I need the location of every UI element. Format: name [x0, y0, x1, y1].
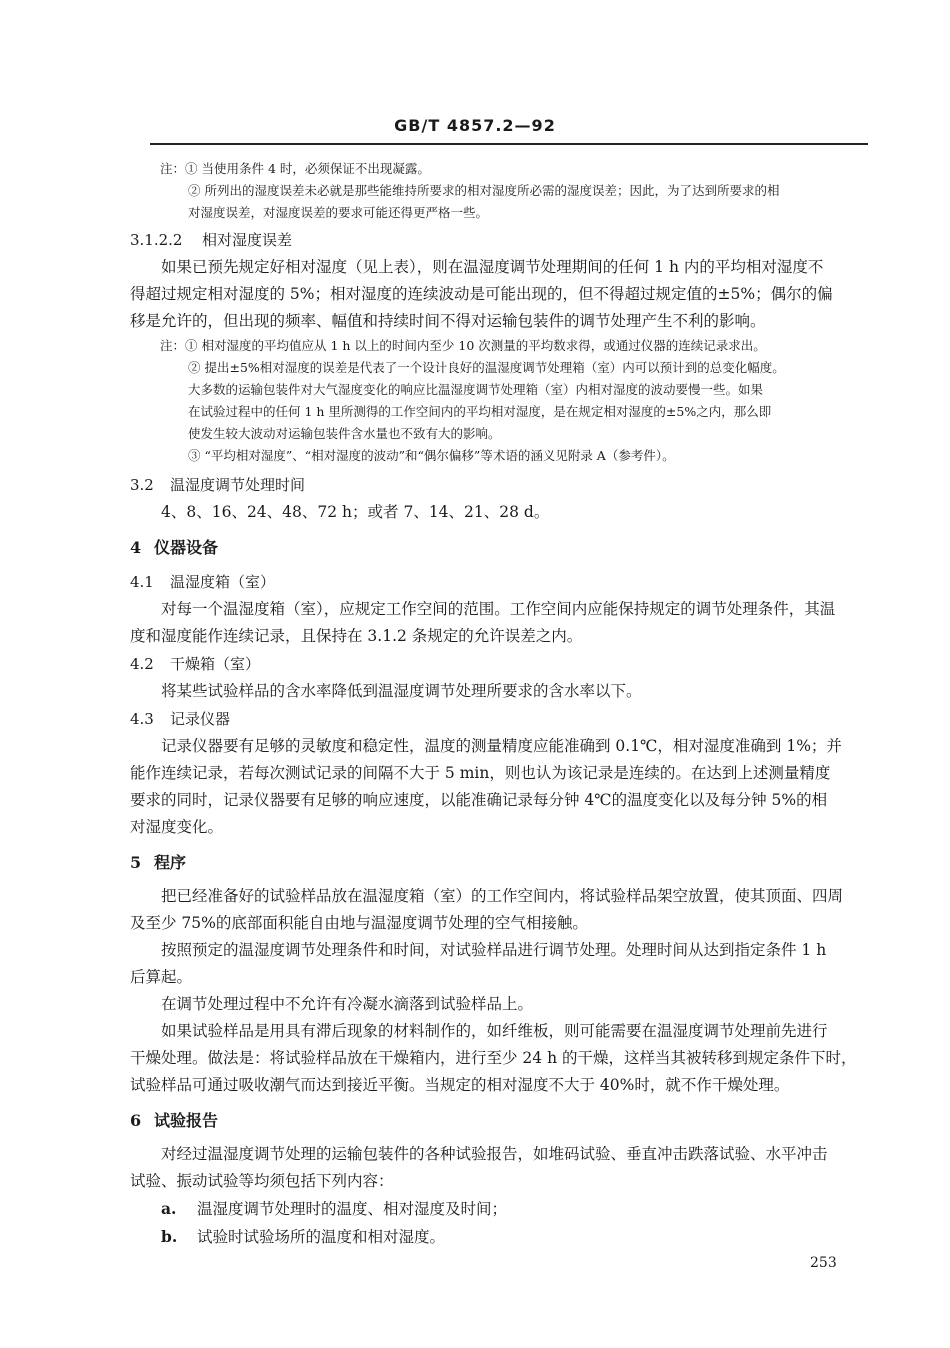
- section-title: 记录仪器: [170, 710, 231, 728]
- section-4-2-heading: [130, 650, 868, 678]
- body-line: 试验样品可通过吸收潮气而达到接近平衡。当规定的相对湿度不大于 40%时，就不作干燥处理。: [130, 1076, 790, 1094]
- section-number: 5: [130, 853, 142, 872]
- body-line: 后算起。: [130, 968, 193, 986]
- section-4-1-heading: [130, 568, 868, 596]
- note-line: 大多数的运输包装件对大气湿度变化的响应比温湿度调节处理箱（室）内相对湿度的波动要慢一些。如果: [188, 382, 764, 397]
- body-line: 在调节处理过程中不允许有冷凝水滴落到试验样品上。: [161, 995, 534, 1013]
- section-3-1-2-2-heading: [130, 226, 868, 254]
- section-5-heading: [130, 849, 868, 877]
- section-number: 4.1: [130, 573, 154, 591]
- body-line: 要求的同时，记录仪器要有足够的响应速度，以能准确记录每分钟 4℃的温度变化以及每分钟 5%的相: [130, 791, 828, 809]
- page-content: [130, 158, 868, 1251]
- section-title: 温湿度调节处理时间: [170, 476, 306, 494]
- body-line: 及至少 75%的底部面积能自由地与温湿度调节处理的空气相接触。: [130, 914, 588, 932]
- body-line: 度和湿度能作连续记录，且保持在 3.1.2 条规定的允许误差之内。: [130, 627, 583, 645]
- list-item-label: a.: [161, 1199, 177, 1218]
- section-title: 温湿度箱（室）: [170, 573, 276, 591]
- note-line: 注：① 相对湿度的平均值应从 1 h 以上的时间内至少 10 次测量的平均数求得，或通过仪器的连续记录求出。: [160, 338, 766, 353]
- section-title: 干燥箱（室）: [170, 655, 261, 673]
- section-number: 4.2: [130, 655, 154, 673]
- body-line: 如果已预先规定好相对湿度（见上表），则在温湿度调节处理期间的任何 1 h 内的平均相对湿度不: [161, 258, 824, 276]
- page-number: 253: [810, 1255, 837, 1271]
- section-title: 仪器设备: [154, 538, 219, 557]
- section-number: 4: [130, 538, 142, 557]
- note-line: ② 提出±5%相对湿度的误差是代表了一个设计良好的温湿度调节处理箱（室）内可以预计到的总变化幅度。: [188, 360, 785, 375]
- body-line: 对每一个温湿度箱（室），应规定工作空间的范围。工作空间内应能保持规定的调节处理条件，其温: [161, 600, 836, 618]
- body-line: 能作连续记录，若每次测试记录的间隔不大于 5 min，则也认为该记录是连续的。在达到上述测量精度: [130, 764, 831, 782]
- note-line: ③ “平均相对湿度”、“相对湿度的波动”和“偶尔偏移”等术语的涵义见附录 A（参考件）。: [188, 448, 675, 463]
- note-line: 对湿度误差，对湿度误差的要求可能还得更严格一些。: [188, 205, 489, 220]
- list-item: [130, 1195, 868, 1223]
- section-4-3-heading: [130, 705, 868, 733]
- body-line: 4、8、16、24、48、72 h；或者 7、14、21、28 d。: [161, 503, 550, 521]
- body-line: 将某些试验样品的含水率降低到温湿度调节处理所要求的含水率以下。: [161, 682, 642, 700]
- section-title: 程序: [154, 853, 187, 872]
- section-4-heading: [130, 534, 868, 562]
- note-line: ② 所列出的湿度误差未必就是那些能维持所要求的相对湿度所必需的湿度误差；因此，为了达到所要求的相: [188, 183, 780, 198]
- section-number: 4.3: [130, 710, 154, 728]
- section-number: 3.1.2.2: [130, 231, 183, 249]
- section-number: 6: [130, 1111, 142, 1130]
- note-line: 使发生较大波动对运输包装件含水量也不致有大的影响。: [188, 426, 501, 441]
- section-title: 试验报告: [154, 1111, 219, 1130]
- body-line: 移是允许的，但出现的频率、幅值和持续时间不得对运输包装件的调节处理产生不利的影响。: [130, 312, 766, 330]
- body-line: 得超过规定相对湿度的 5%；相对湿度的连续波动是可能出现的，但不得超过规定值的±5%；偶尔的偏: [130, 285, 833, 303]
- section-6-heading: [130, 1107, 868, 1135]
- body-line: 干燥处理。做法是：将试验样品放在干燥箱内，进行至少 24 h 的干燥，这样当其被转移到规定条件下时，: [130, 1049, 857, 1067]
- body-line: 如果试验样品是用具有滞后现象的材料制作的，如纤维板，则可能需要在温湿度调节处理前先进行: [161, 1022, 828, 1040]
- body-line: 按照预定的温湿度调节处理条件和时间，对试验样品进行调节处理。处理时间从达到指定条件 1 h: [161, 941, 827, 959]
- body-line: 把已经准备好的试验样品放在温湿度箱（室）的工作空间内，将试验样品架空放置，使其顶面、四周: [161, 887, 844, 905]
- list-item-label: b.: [161, 1227, 178, 1246]
- section-number: 3.2: [130, 476, 154, 494]
- body-line: 对湿度变化。: [130, 818, 224, 836]
- note-line: 注：① 当使用条件 4 时，必须保证不出现凝露。: [160, 161, 430, 176]
- section-3-2-heading: [130, 471, 868, 499]
- note-line: 在试验过程中的任何 1 h 里所测得的工作空间内的平均相对湿度，是在规定相对湿度的±5%之内，那么即: [188, 404, 772, 419]
- header-rule: [150, 143, 868, 145]
- list-item: [130, 1223, 868, 1251]
- list-item-text: 温湿度调节处理时的温度、相对湿度及时间；: [197, 1200, 508, 1218]
- standard-code-header: GB/T 4857.2—92: [394, 116, 556, 135]
- body-line: 试验、振动试验等均须包括下列内容：: [130, 1172, 394, 1190]
- list-item-text: 试验时试验场所的温度和相对湿度。: [197, 1228, 446, 1246]
- section-title: 相对湿度误差: [202, 231, 293, 249]
- body-line: 对经过温湿度调节处理的运输包装件的各种试验报告，如堆码试验、垂直冲击跌落试验、水平冲击: [161, 1145, 828, 1163]
- body-line: 记录仪器要有足够的灵敏度和稳定性，温度的测量精度应能准确到 0.1℃，相对湿度准确到 1%；并: [161, 737, 842, 755]
